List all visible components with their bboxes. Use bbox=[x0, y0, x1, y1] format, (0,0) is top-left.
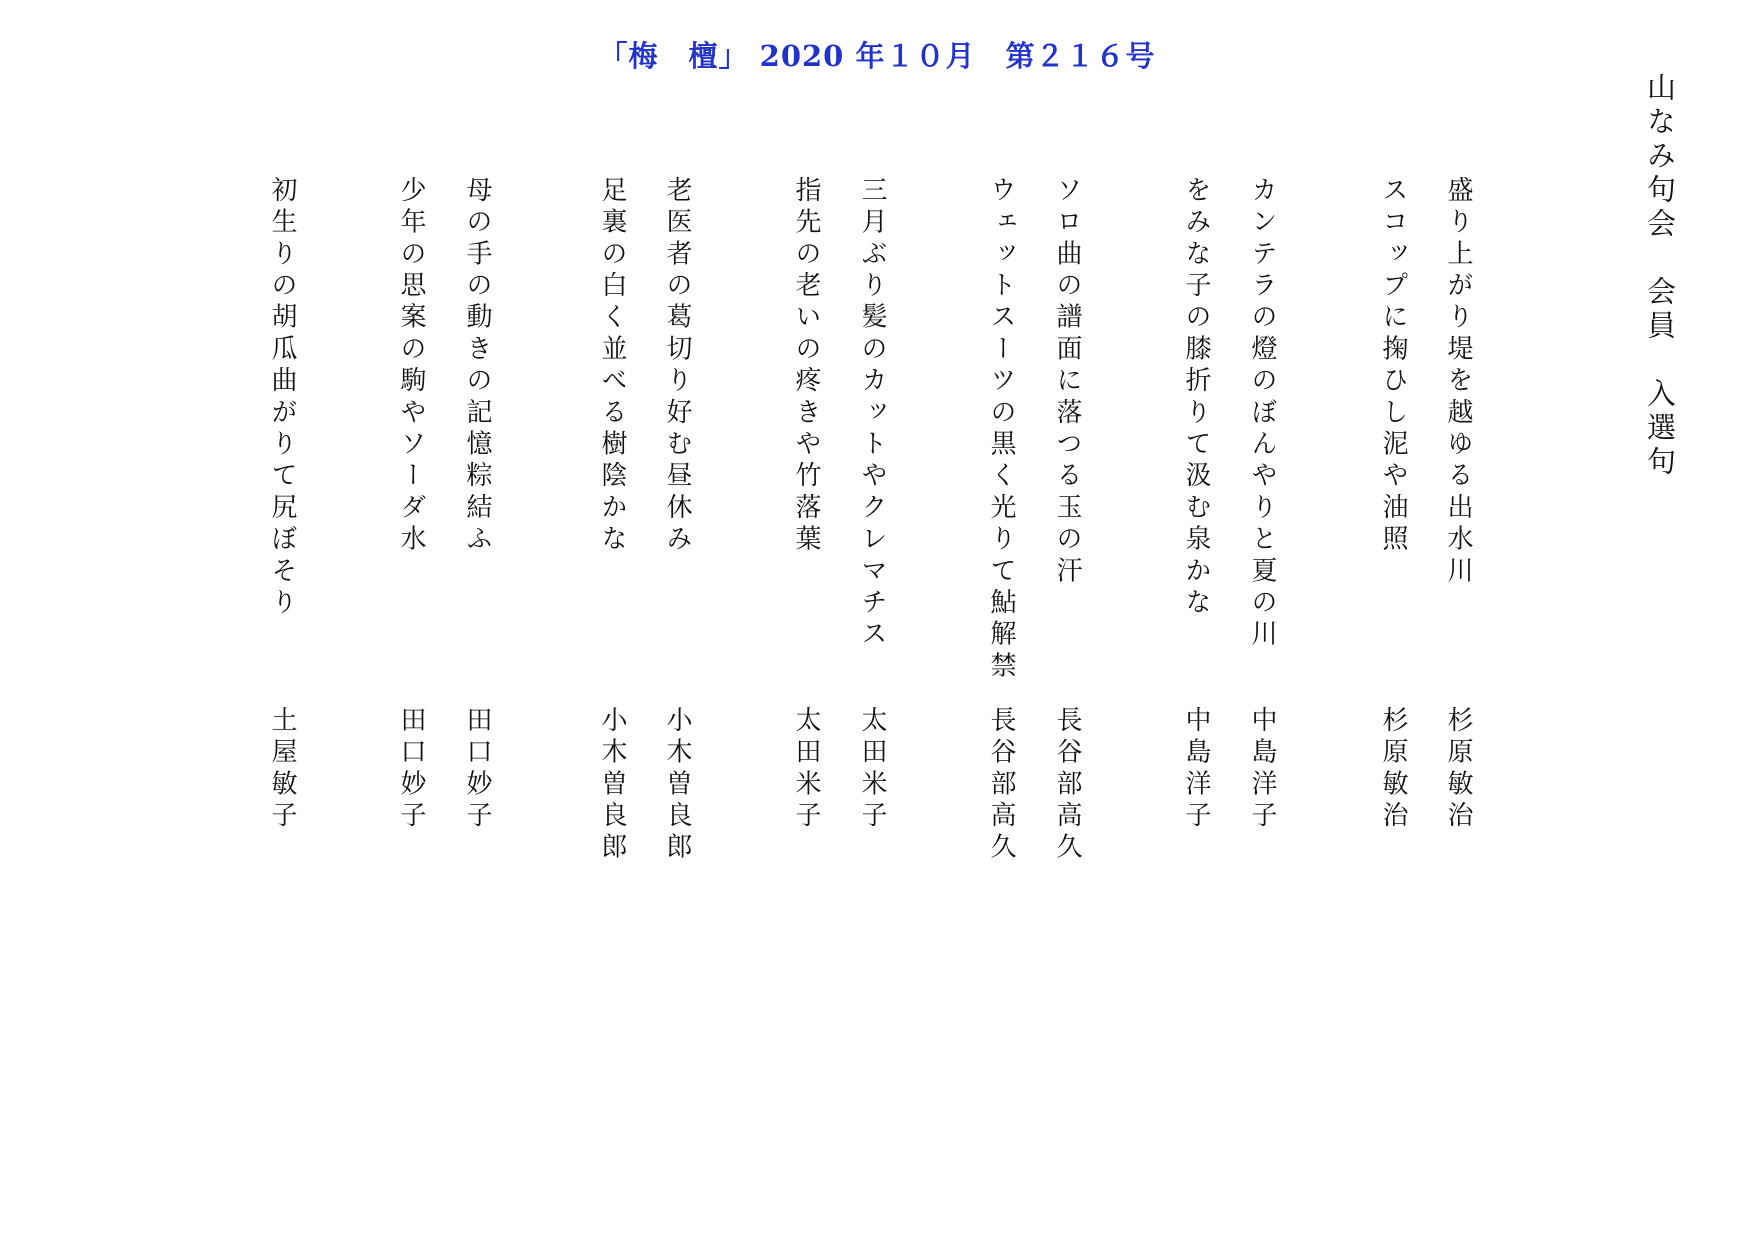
poem-line-6: ウェットスーツの黒く光りて鮎解禁 bbox=[986, 176, 1016, 684]
poem-line-2: スコップに掬ひし泥や油照 bbox=[1378, 176, 1408, 557]
poem-line-3: カンテラの燈のぼんやりと夏の川 bbox=[1247, 176, 1277, 652]
poem-line-12: 少年の思案の駒やソーダ水 bbox=[396, 176, 426, 557]
poem-author-11: 田口妙子 bbox=[462, 706, 492, 833]
poem-author-2: 杉原敏治 bbox=[1378, 706, 1408, 833]
poem-author-5: 長谷部高久 bbox=[1052, 706, 1082, 865]
poem-line-1: 盛り上がり堤を越ゆる出水川 bbox=[1443, 176, 1473, 589]
poem-line-11: 母の手の動きの記憶粽結ふ bbox=[462, 176, 492, 557]
poem-line-7: 三月ぶり髪のカットやクレマチス bbox=[857, 176, 887, 652]
poem-line-4: をみな子の膝折りて汲む泉かな bbox=[1181, 176, 1211, 620]
poem-author-6: 長谷部高久 bbox=[986, 706, 1016, 865]
poem-author-9: 小木曽良郎 bbox=[662, 706, 692, 865]
poem-line-9: 老医者の葛切り好む昼休み bbox=[662, 176, 692, 557]
poem-author-8: 太田米子 bbox=[791, 706, 821, 833]
poem-line-13: 初生りの胡瓜曲がりて尻ぼそり bbox=[267, 176, 297, 620]
poem-line-8: 指先の老いの疼きや竹落葉 bbox=[791, 176, 821, 557]
poem-author-13: 土屋敏子 bbox=[267, 706, 297, 833]
poem-author-3: 中島洋子 bbox=[1247, 706, 1277, 833]
poem-line-5: ソロ曲の譜面に落つる玉の汗 bbox=[1052, 176, 1082, 589]
poem-author-4: 中島洋子 bbox=[1181, 706, 1211, 833]
poem-author-1: 杉原敏治 bbox=[1443, 706, 1473, 833]
section-title: 山なみ句会 会員 入選句 bbox=[1643, 72, 1677, 480]
poem-line-10: 足裏の白く並べる樹陰かな bbox=[597, 176, 627, 557]
poem-author-12: 田口妙子 bbox=[396, 706, 426, 833]
page-title: 「梅 檀」 2020 年１０月 第２１６号 bbox=[598, 39, 1156, 73]
poem-author-7: 太田米子 bbox=[857, 706, 887, 833]
poem-author-10: 小木曽良郎 bbox=[597, 706, 627, 865]
